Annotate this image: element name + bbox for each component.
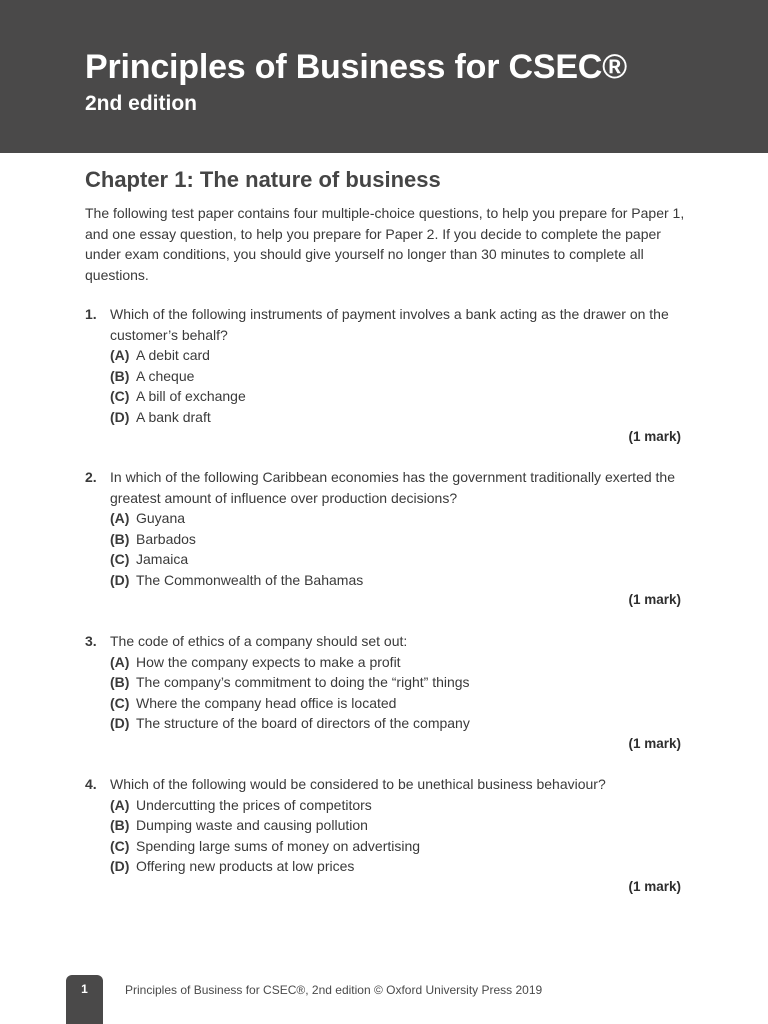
question-4 — [85, 774, 681, 897]
option-b — [110, 529, 681, 550]
option-label: (D) — [110, 408, 130, 425]
option-c — [110, 549, 681, 570]
question-text: Which of the following instruments of payment involves a bank acting as the drawer on the customer’s behalf? — [110, 306, 669, 343]
option-d — [110, 856, 681, 877]
option-list — [85, 795, 681, 877]
option-text: Where the company head office is located — [136, 694, 397, 711]
option-label: (D) — [110, 858, 130, 874]
question-3 — [85, 631, 681, 754]
option-text: The Commonwealth of the Bahamas — [136, 571, 364, 588]
question-stem — [85, 467, 681, 508]
option-text: Offering new products at low prices — [136, 858, 355, 874]
option-list — [85, 508, 681, 590]
option-a — [110, 508, 681, 529]
page-number: 1 — [81, 982, 88, 996]
option-a — [110, 795, 681, 816]
question-2 — [85, 467, 681, 611]
option-text: The structure of the board of directors of the company — [136, 715, 470, 731]
option-text: The company’s commitment to doing the “right” things — [136, 674, 470, 690]
option-label: (A) — [110, 510, 130, 526]
chapter-title: Chapter 1: The nature of business — [85, 167, 441, 192]
question-1 — [85, 304, 681, 448]
option-list — [85, 345, 681, 427]
option-label: (A) — [110, 347, 130, 363]
option-text: Undercutting the prices of competitors — [136, 796, 372, 813]
option-text: Dumping waste and causing pollution — [136, 817, 368, 833]
option-a — [110, 652, 681, 673]
intro-paragraph: The following test paper contains four multiple-choice questions, to help you prepare for Paper 1, and one essay question, to help you prepare for Paper 2. If you decide to complete the paper under exam conditions, you should give yourself no longer than 30 minutes to complete all questions. — [85, 205, 685, 283]
question-text: In which of the following Caribbean economies has the government traditionally exerted the greatest amount of influence over production decisions? — [110, 469, 675, 506]
option-a — [110, 345, 681, 366]
option-label: (C) — [110, 694, 130, 711]
option-label: (C) — [110, 551, 130, 567]
option-label: (D) — [110, 715, 130, 731]
option-text: A debit card — [136, 347, 210, 363]
option-label: (C) — [110, 388, 130, 404]
marks-label: (1 mark) — [628, 735, 681, 751]
option-label: (A) — [110, 653, 130, 670]
question-stem — [85, 304, 681, 345]
question-number: 4. — [85, 776, 97, 792]
option-d — [110, 713, 681, 734]
title-banner — [0, 0, 768, 153]
option-c — [110, 386, 681, 407]
option-text: Guyana — [136, 510, 186, 526]
footer-copyright: Principles of Business for CSEC®, 2nd edition © Oxford University Press 2019 — [125, 983, 543, 997]
option-label: (D) — [110, 571, 130, 588]
option-d — [110, 407, 681, 428]
marks-label: (1 mark) — [628, 592, 681, 607]
option-d — [110, 570, 681, 591]
option-text: Spending large sums of money on advertising — [136, 837, 421, 854]
question-number: 1. — [85, 306, 97, 322]
book-title: Principles of Business for CSEC® — [85, 48, 627, 86]
question-number: 2. — [85, 469, 97, 485]
option-label: (B) — [110, 530, 130, 547]
option-text: How the company expects to make a profit — [136, 653, 401, 670]
marks-label: (1 mark) — [628, 429, 681, 444]
option-text: Barbados — [136, 530, 196, 547]
option-text: Jamaica — [136, 551, 189, 567]
option-label: (B) — [110, 674, 130, 690]
question-text: Which of the following would be considered to be unethical business behaviour? — [110, 776, 606, 792]
question-stem — [85, 774, 681, 795]
question-text: The code of ethics of a company should set out: — [110, 633, 408, 649]
option-text: A bank draft — [136, 408, 211, 425]
option-label: (B) — [110, 367, 130, 384]
option-label: (A) — [110, 796, 130, 813]
option-c — [110, 693, 681, 714]
option-c — [110, 836, 681, 857]
option-label: (C) — [110, 837, 130, 854]
option-label: (B) — [110, 817, 130, 833]
option-text: A cheque — [136, 367, 195, 384]
option-b — [110, 366, 681, 387]
page-number-tab — [66, 975, 103, 1024]
option-b — [110, 672, 681, 693]
option-b — [110, 815, 681, 836]
book-edition: 2nd edition — [85, 92, 197, 115]
question-number: 3. — [85, 633, 97, 649]
option-text: A bill of exchange — [136, 388, 246, 404]
marks-label: (1 mark) — [628, 878, 681, 894]
question-stem — [85, 631, 681, 652]
option-list — [85, 652, 681, 734]
